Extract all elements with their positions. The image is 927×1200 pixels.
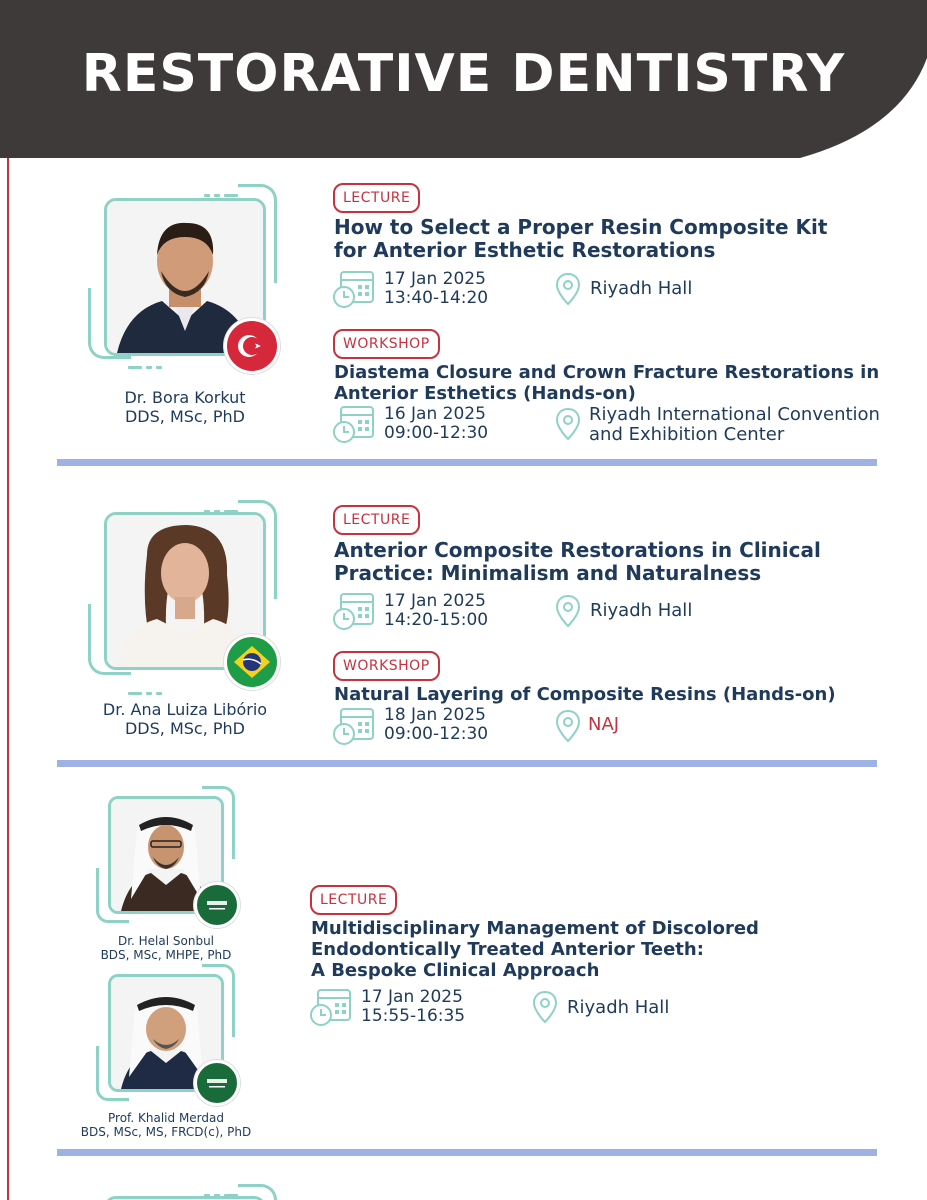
session-venue	[588, 715, 619, 735]
calendar-clock-icon	[333, 404, 377, 444]
left-accent-rule	[7, 158, 9, 1200]
session-venue	[589, 405, 880, 445]
header-banner	[0, 0, 927, 158]
session-title-line: Natural Layering of Composite Resins (Hands-on)	[334, 684, 836, 705]
saudi-flag-icon	[194, 1060, 240, 1106]
session-type-badge: WORKSHOP	[333, 651, 440, 681]
section-divider	[57, 459, 877, 466]
venue-line: NAJ	[588, 714, 620, 735]
speaker-photo-frame	[88, 1178, 288, 1200]
section-divider	[57, 1149, 877, 1156]
session-datetime	[384, 270, 488, 308]
saudi-flag-icon	[194, 882, 240, 928]
session-time: 13:40-14:20	[384, 288, 489, 308]
venue-line: Riyadh International Convention	[589, 404, 880, 425]
venue-line: Riyadh Hall	[590, 278, 693, 299]
session-title-line: Multidisciplinary Management of Discolored	[311, 918, 759, 939]
section-divider	[57, 760, 877, 767]
calendar-clock-icon	[310, 987, 354, 1027]
session-date: 17 Jan 2025	[384, 591, 486, 611]
location-pin-icon	[555, 407, 581, 441]
session-datetime	[384, 405, 488, 443]
session-title-line: Practice: Minimalism and Naturalness	[334, 561, 762, 585]
session-type-badge: LECTURE	[333, 183, 420, 213]
session-venue	[590, 601, 692, 621]
speaker-name: Dr. Ana Luiza Libório	[102, 700, 268, 719]
speaker-name: Prof. Khalid Merdad	[108, 1111, 224, 1125]
session-type-badge: LECTURE	[310, 885, 397, 915]
session-date: 17 Jan 2025	[361, 987, 463, 1007]
session-title	[334, 216, 827, 262]
session-type-badge: LECTURE	[333, 505, 420, 535]
session-title	[311, 918, 759, 981]
session-time: 09:00-12:30	[384, 423, 489, 443]
session-date: 16 Jan 2025	[384, 404, 486, 424]
speaker-name: Dr. Helal Sonbul	[117, 934, 215, 948]
brazil-flag-icon	[224, 634, 280, 690]
speaker-name-block	[80, 388, 290, 426]
speaker-name-block	[76, 934, 256, 962]
speaker-degrees: BDS, MSc, MS, FRCD(c), PhD	[80, 1125, 252, 1139]
calendar-clock-icon	[333, 591, 377, 631]
session-title-line: for Anterior Esthetic Restorations	[334, 238, 716, 262]
session-time: 15:55-16:35	[361, 1006, 466, 1026]
venue-line: and Exhibition Center	[589, 424, 785, 445]
page-title: RESTORATIVE DENTISTRY	[81, 44, 846, 104]
session-title-line: Diastema Closure and Crown Fracture Restorations in	[334, 362, 880, 383]
venue-line: Riyadh Hall	[567, 997, 670, 1018]
speaker-degrees: DDS, MSc, PhD	[124, 407, 245, 426]
turkey-flag-icon	[224, 318, 280, 374]
session-title-line: Anterior Composite Restorations in Clinical	[334, 538, 821, 562]
session-date: 18 Jan 2025	[384, 705, 486, 725]
location-pin-icon	[532, 990, 558, 1024]
speaker-degrees: DDS, MSc, PhD	[124, 719, 245, 738]
decor-dots	[204, 182, 242, 185]
speaker-name-block	[66, 1111, 266, 1139]
session-title-line: A Bespoke Clinical Approach	[311, 960, 600, 981]
venue-line: Riyadh Hall	[590, 600, 693, 621]
session-title-line: How to Select a Proper Resin Composite Kit	[334, 215, 828, 239]
session-date: 17 Jan 2025	[384, 269, 486, 289]
session-datetime	[384, 706, 488, 744]
session-venue	[590, 279, 692, 299]
location-pin-icon	[555, 594, 581, 628]
session-time: 14:20-15:00	[384, 610, 489, 630]
session-title	[334, 539, 821, 585]
session-datetime	[384, 592, 488, 630]
calendar-clock-icon	[333, 269, 377, 309]
session-title	[334, 362, 879, 404]
location-pin-icon	[555, 272, 581, 306]
session-datetime	[361, 988, 465, 1026]
session-time: 09:00-12:30	[384, 724, 489, 744]
speaker-name-block	[78, 700, 292, 738]
calendar-clock-icon	[333, 706, 377, 746]
session-type-badge: WORKSHOP	[333, 329, 440, 359]
session-title-line: Anterior Esthetics (Hands-on)	[334, 383, 636, 404]
session-title-line: Endodontically Treated Anterior Teeth:	[311, 939, 704, 960]
speaker-name: Dr. Bora Korkut	[124, 388, 246, 407]
location-pin-icon	[555, 709, 581, 743]
speaker-degrees: BDS, MSc, MHPE, PhD	[100, 948, 232, 962]
session-venue	[567, 998, 669, 1018]
session-title	[334, 684, 836, 705]
